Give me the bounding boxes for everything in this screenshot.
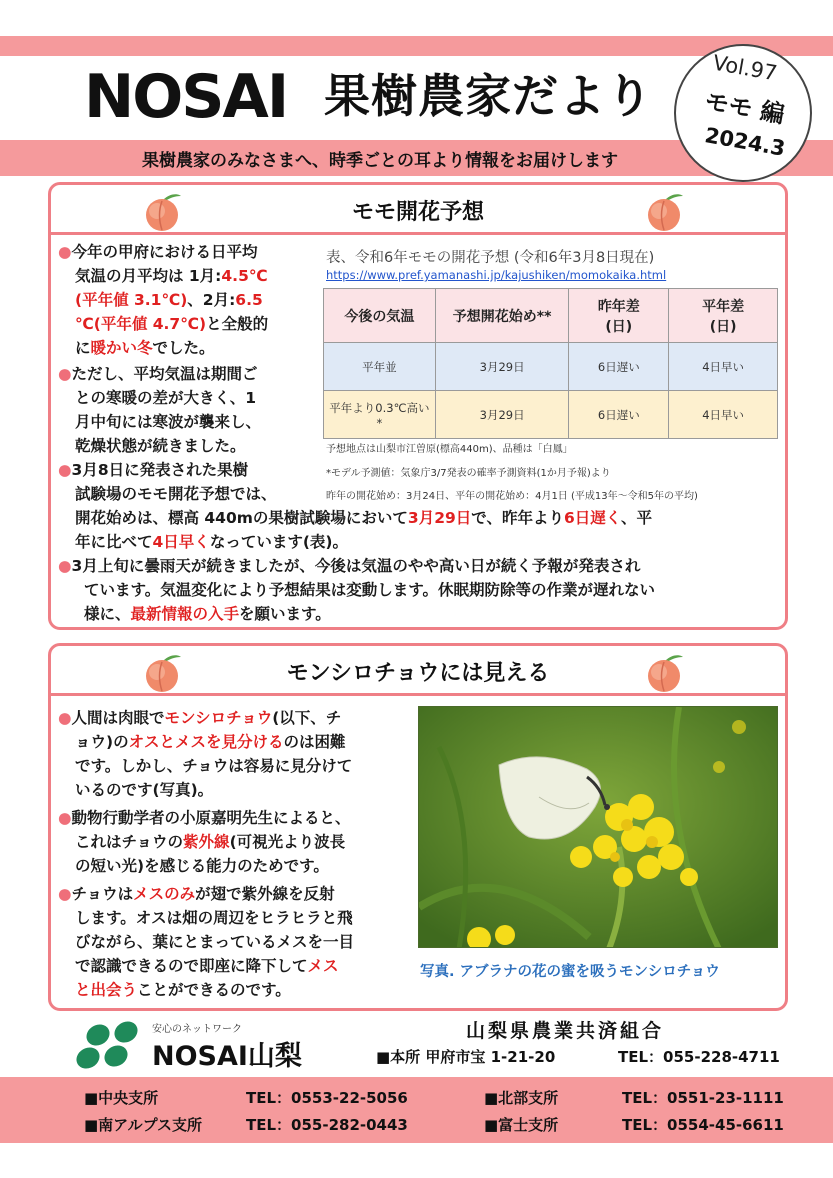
paragraph-cold-wave: ●ただし、平均気温は期間ご との寒暖の差が大きく、1 月中旬には寒波が襲来し、 乾燥状態が続きました。 <box>58 365 262 455</box>
table-note: 予想地点は山梨市江曽原(標高440m)、品種は「白鳳」 <box>326 444 573 455</box>
paragraph-forecast: ●3月8日に発表された果樹 試験場のモモ開花予想では、 開花始めは、標高 440mの果樹試験場において3月29日で、昨年より6日遅く、平 年に比べて4日早くなっています(表)。 <box>58 461 652 551</box>
volume-number: Vol.97 <box>710 50 779 86</box>
issue-date: 2024.3 <box>703 123 787 161</box>
edition-label: モモ 編 <box>702 87 787 129</box>
paragraph-latest-info: ●3月上旬に曇雨天が続きましたが、今後は気温のやや高い日が続く予報が発表され ています。気温変化により予想結果は変動します。休眠期防除等の作業が遅れない 様に、最新情報の入手を願います。 <box>58 557 656 623</box>
peach-icon <box>643 190 687 232</box>
table-row <box>324 343 778 391</box>
bullet-icon: ● <box>58 885 72 903</box>
bloom-forecast-table <box>323 288 778 439</box>
section-title: モモ開花予想 <box>351 200 484 225</box>
table-header-row <box>324 289 778 343</box>
paragraph-butterfly-sexing: ●人間は肉眼でモンシロチョウ(以下、チ ョウ)のオスとメスを見分けるのは困難 です。しかし、チョウは容易に見分けて いるのです(写真)。 <box>58 709 353 799</box>
table-cell: 4日早い <box>669 343 778 391</box>
bullet-icon: ● <box>58 809 72 827</box>
table-cell: 3月29日 <box>435 343 569 391</box>
section-header <box>51 646 785 696</box>
table-header: 今後の気温 <box>324 289 436 343</box>
branch-name: ■中央支所 <box>84 1089 159 1107</box>
head-office-tel: TEL：055-228-4711 <box>618 1048 780 1066</box>
branch-tel: TEL：0551-23-1111 <box>622 1089 784 1107</box>
table-cell: 4日早い <box>669 391 778 439</box>
footer-tagline: 安心のネットワーク <box>152 1024 242 1035</box>
branch-name: ■北部支所 <box>484 1089 559 1107</box>
bullet-icon: ● <box>58 461 72 479</box>
table-note: 昨年の開花始め：3月24日、平年の開花始め：4月1日 (平成13年～令和5年の平均) <box>326 491 698 502</box>
section-title: モンシロチョウには見える <box>286 661 550 686</box>
newsletter-title: 果樹農家だより <box>324 69 653 123</box>
footer-brand: NOSAI山梨 <box>152 1041 302 1072</box>
branch-tel: TEL：0553-22-5056 <box>246 1089 408 1107</box>
branch-tel: TEL：055-282-0443 <box>246 1116 408 1134</box>
table-header: 昨年差 (日) <box>569 289 669 343</box>
branch-name: ■富士支所 <box>484 1116 559 1134</box>
header-subtitle: 果樹農家のみなさまへ、時季ごとの耳より情報をお届けします <box>142 151 618 171</box>
head-office-address: ■本所 甲府市宝 1-21-20 <box>376 1048 556 1066</box>
table-header: 予想開花始め** <box>435 289 569 343</box>
photo-caption: 写真. アブラナの花の蜜を吸うモンシロチョウ <box>420 964 720 980</box>
bullet-icon: ● <box>58 365 72 383</box>
paragraph-temperature: ●今年の甲府における日平均 気温の月平均は 1月:4.5℃ (平年値 3.1℃)、2月:6.5 ℃(平年値 4.7℃)と全般的 に暖かい冬でした。 <box>58 243 269 357</box>
table-caption: 表、令和6年モモの開花予想 (令和6年3月8日現在) <box>326 250 655 266</box>
nosai-logo: NOSAI <box>84 62 288 132</box>
branch-name: ■南アルプス支所 <box>84 1116 202 1134</box>
bullet-icon: ● <box>58 243 72 261</box>
table-cell: 3月29日 <box>435 391 569 439</box>
peach-icon <box>643 651 687 693</box>
branch-tel: TEL：0554-45-6611 <box>622 1116 784 1134</box>
paragraph-ultraviolet: ●動物行動学者の小原嘉明先生によると、 これはチョウの紫外線(可視光より波長 の短い光)を感じる能力のためです。 <box>58 809 351 875</box>
table-row <box>324 391 778 439</box>
table-cell: 平年より0.3℃高い* <box>324 391 436 439</box>
table-header: 平年差 (日) <box>669 289 778 343</box>
butterfly-photo <box>418 706 778 948</box>
table-cell: 6日遅い <box>569 391 669 439</box>
bullet-icon: ● <box>58 709 72 727</box>
paragraph-female-wings: ●チョウはメスのみが翅で紫外線を反射 します。オスは畑の周辺をヒラヒラと飛 びながら、葉にとまっているメスを一目 で認識できるので即座に降下してメス と出会うことができるのです。 <box>58 885 355 999</box>
table-cell: 平年並 <box>324 343 436 391</box>
table-note: *モデル予測値：気象庁3/7発表の確率予測資料(1か月予報)より <box>326 468 611 479</box>
table-cell: 6日遅い <box>569 343 669 391</box>
section-header <box>51 185 785 235</box>
forecast-link[interactable]: https://www.pref.yamanashi.jp/kajushiken/momokaika.html <box>326 268 667 282</box>
organization-name: 山梨県農業共済組合 <box>466 1020 665 1042</box>
bullet-icon: ● <box>58 557 72 575</box>
